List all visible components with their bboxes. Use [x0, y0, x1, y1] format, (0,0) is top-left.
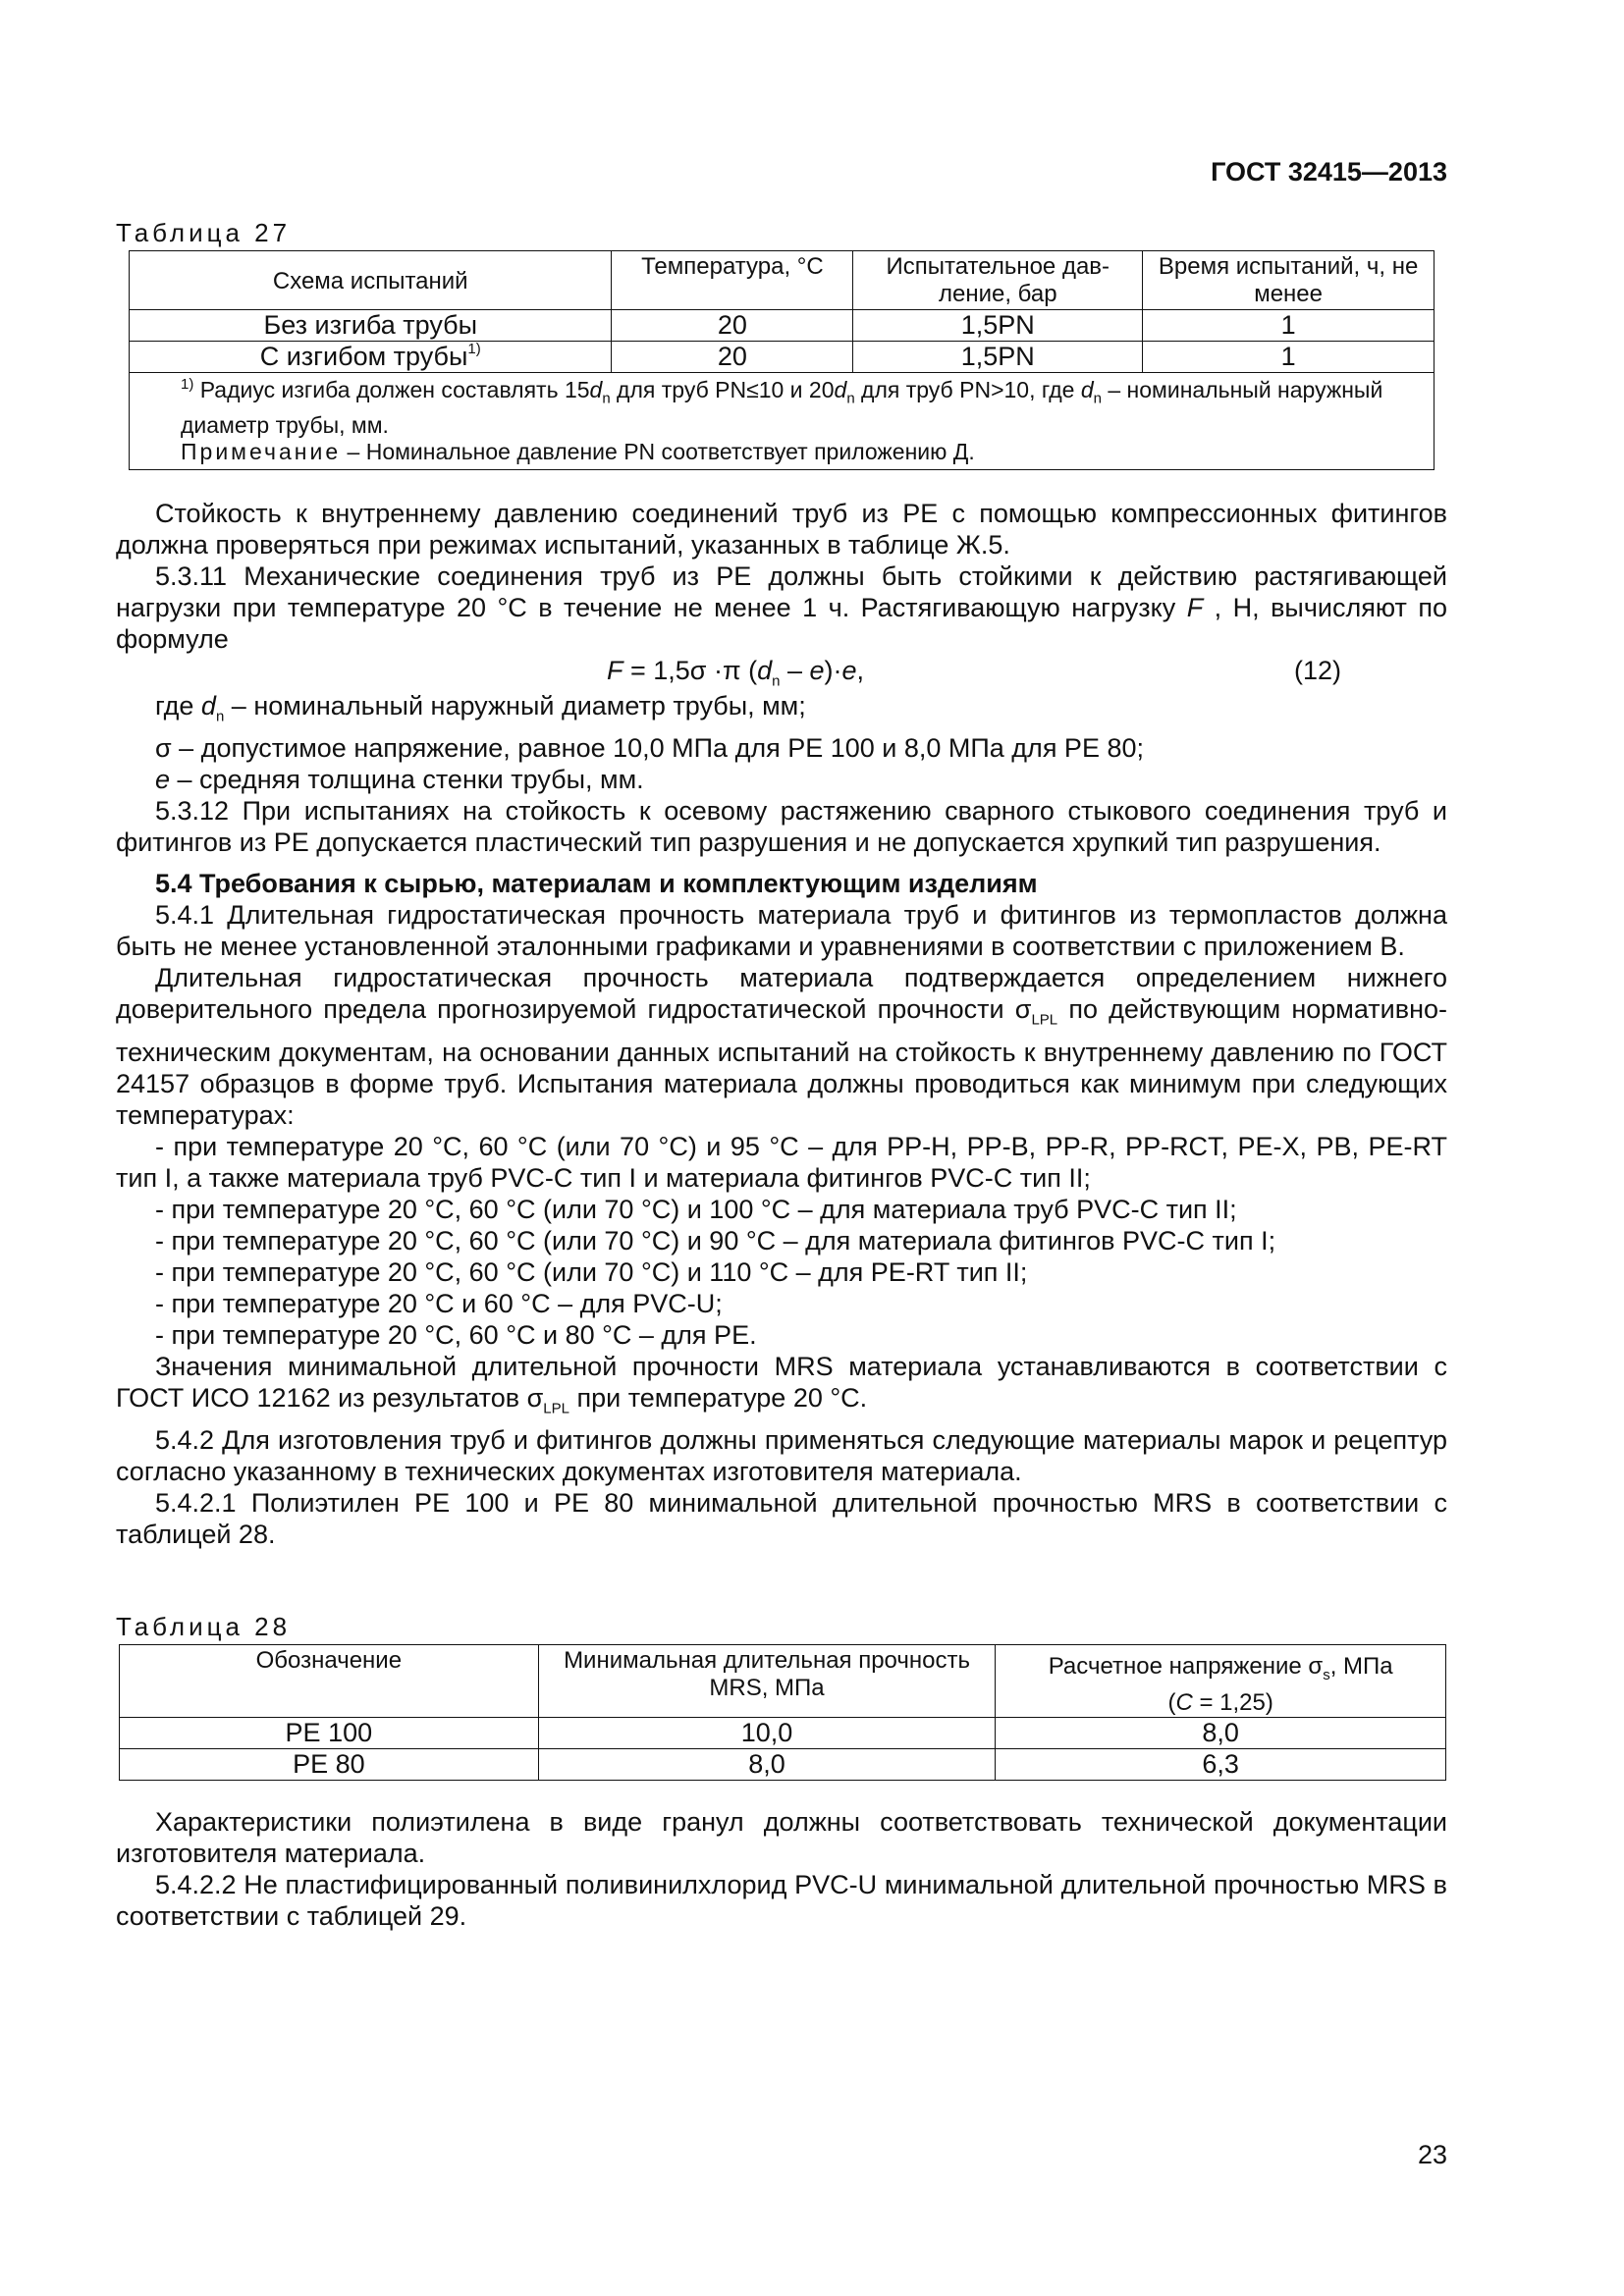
symbol-F: F — [1186, 593, 1204, 622]
symbol-e: e — [841, 656, 857, 685]
table-row — [120, 1748, 1446, 1780]
list-item: - при температуре 20 °С, 60 °С (или 70 °С) и 95 °С – для PP-H, PP-B, PP-R, PP-RCT, PE-X, PB, PE-RT тип I, а также материала труб PVC-C тип I и материала фитингов PVC-C тип II; — [116, 1131, 1447, 1193]
text-run: при температуре 20 °С. — [568, 1382, 868, 1413]
table-cell: РЕ 100 — [120, 1717, 539, 1748]
header-cell: Время испытаний, ч, не менее — [1143, 251, 1435, 310]
table-cell: Без изгиба трубы — [130, 310, 612, 342]
symbol-F: F — [607, 656, 623, 685]
header-cell: Обозначение — [120, 1645, 539, 1718]
body-text-tail — [116, 1806, 1447, 1932]
text-run: , — [856, 656, 865, 685]
paragraph: Стойкость к внутреннему давлению соединений труб из РЕ с помощью компрессионных фитингов должна проверяться при режимах испытаний, указанных в таблице Ж.5. — [116, 499, 1447, 560]
footnote-text: – номинальный наружный диаметр трубы, мм. — [181, 377, 1383, 438]
footnote-mark: 1) — [467, 341, 481, 357]
symbol-sub: LPL — [543, 1400, 569, 1417]
symbol-e: e — [155, 765, 171, 795]
table-note — [145, 439, 1422, 465]
symbol-sub: n — [1093, 390, 1102, 407]
note-label: Примечание — [181, 438, 342, 464]
header-text: = 1,25) — [1192, 1688, 1273, 1716]
table-cell: 20 — [612, 342, 853, 373]
table-27 — [129, 250, 1435, 470]
note-text: – Номинальное давление PN соответствует приложению Д. — [341, 438, 975, 464]
paragraph — [116, 764, 1447, 795]
page-number: 23 — [1417, 2140, 1447, 2169]
paragraph — [116, 561, 1447, 655]
text-run: )· — [824, 656, 842, 685]
symbol-e: e — [809, 656, 825, 685]
table-cell: 6,3 — [996, 1748, 1446, 1780]
table-cell: 1,5PN — [853, 342, 1143, 373]
text-run: , Н, вычисляют по формуле — [116, 593, 1447, 654]
text-run: = 1,5σ ·π ( — [623, 656, 758, 685]
text-run: по действующим нормативно-техническим документам, на основании данных испытаний на стойкость к внутреннему давлению по ГОСТ 24157 образцов в форме труб. Испытания материала должны проводиться как минимум при следующих температурах: — [116, 994, 1448, 1130]
paragraph — [116, 1351, 1447, 1424]
header-cell: Испытательное дав-ление, бар — [853, 251, 1143, 310]
text-run: 5.3.11 Механические соединения труб из РЕ должны быть стойкими к действию растягивающей нагрузки при температуре 20 °С в течение не менее 1 ч. Растягивающую нагрузку — [116, 561, 1447, 622]
symbol-sub: LPL — [1031, 1011, 1058, 1029]
symbol-C: C — [1175, 1688, 1193, 1716]
table-cell: 10,0 — [538, 1717, 996, 1748]
formula-12 — [116, 655, 1447, 690]
formula-number: (12) — [1293, 656, 1341, 685]
section-heading: 5.4 Требования к сырью, материалам и комплектующим изделиям — [155, 869, 1038, 899]
symbol-sub: n — [846, 390, 855, 407]
header-cell — [996, 1645, 1446, 1718]
paragraph: 5.4.1 Длительная гидростатическая прочность материала труб и фитингов из термопластов должна быть не менее установленной эталонными графиками и уравнениями в соответствии с приложением В. — [116, 900, 1447, 962]
table-cell: 1,5PN — [853, 310, 1143, 342]
list-item: - при температуре 20 °С, 60 °С и 80 °С – для PE. — [155, 1319, 757, 1350]
header-cell: Схема испытаний — [130, 251, 612, 310]
table-header-row — [120, 1645, 1446, 1718]
formula — [607, 655, 864, 697]
paragraph — [116, 962, 1447, 1130]
list-item: - при температуре 20 °С, 60 °С (или 70 °С) и 90 °С – для материала фитингов PVC-C тип I; — [155, 1225, 1276, 1255]
header-cell: Температура, °С — [612, 251, 853, 310]
footnote-text: Радиус изгиба должен составлять 15 — [193, 377, 590, 402]
symbol-sub: s — [1323, 1666, 1330, 1683]
paragraph: Характеристики полиэтилена в виде гранул должны соответствовать технической документации изготовителя материала. — [116, 1807, 1447, 1868]
symbol-sub: n — [602, 390, 611, 407]
table-cell — [130, 342, 612, 373]
table-footnote-row — [130, 373, 1435, 470]
table-footnote-cell — [130, 373, 1435, 470]
table-row — [130, 310, 1435, 342]
text-run: – номинальный наружный диаметр трубы, мм; — [224, 691, 806, 721]
symbol-sub: n — [772, 672, 781, 690]
list-item: - при температуре 20 °С, 60 °С (или 70 °С) и 100 °С – для материала труб PVC-C тип II; — [155, 1194, 1237, 1224]
symbol-dn: d — [200, 691, 216, 721]
list-item: - при температуре 20 °С и 60 °С – для PVC-U; — [155, 1288, 723, 1318]
table-cell: РЕ 80 — [120, 1748, 539, 1780]
footnote-text: для труб PN>10, где — [854, 377, 1081, 402]
cell-text: С изгибом трубы — [259, 342, 468, 371]
body-text — [116, 498, 1447, 1550]
table-footnote — [145, 377, 1422, 439]
paragraph: 5.4.2 Для изготовления труб и фитингов должны применяться следующие материалы марок и рецептур согласно указанному в технических документах изготовителя материала. — [116, 1425, 1447, 1487]
symbol-sub: n — [215, 708, 225, 725]
table-cell: 1 — [1143, 342, 1435, 373]
table-cell: 8,0 — [538, 1748, 996, 1780]
header-text: ( — [1167, 1688, 1176, 1716]
symbol-dn: d — [589, 377, 603, 402]
paragraph: 5.4.2.2 Не пластифицированный поливинилхлорид PVC-U минимальной длительной прочностью MRS в соответствии с таблицей 29. — [116, 1870, 1447, 1931]
footnote-mark: 1) — [181, 376, 194, 393]
paragraph: 5.3.12 При испытаниях на стойкость к осевому растяжению сварного стыкового соединения труб и фитингов из РЕ допускается пластический тип разрушения и не допускается хрупкий тип разрушения. — [116, 796, 1447, 858]
table-row — [120, 1717, 1446, 1748]
document-header: ГОСТ 32415—2013 — [1211, 157, 1447, 187]
symbol-dn: d — [1080, 377, 1094, 402]
footnote-text: для труб PN≤10 и 20 — [610, 377, 835, 402]
list-item: - при температуре 20 °С, 60 °С (или 70 °С) и 110 °С – для PE-RT тип II; — [155, 1256, 1028, 1287]
text-run: – — [780, 656, 810, 685]
table-28 — [119, 1644, 1446, 1781]
table-27-caption: Таблица 27 — [116, 218, 292, 247]
table-cell: 8,0 — [996, 1717, 1446, 1748]
header-text: Расчетное напряжение σ — [1048, 1653, 1324, 1680]
text-run: – средняя толщина стенки трубы, мм. — [170, 765, 644, 795]
text-run: Длительная гидростатическая прочность материала подтверждается определением нижнего доверительного предела прогнозируемой гидростатической прочности σ — [116, 963, 1447, 1025]
text-run: Значения минимальной длительной прочности MRS материала устанавливаются в соответствии с ГОСТ ИСО 12162 из результатов σ — [116, 1351, 1447, 1413]
table-header-row — [130, 251, 1435, 310]
header-cell: Минимальная длительная прочность MRS, МПа — [538, 1645, 996, 1718]
paragraph: 5.4.2.1 Полиэтилен РЕ 100 и РЕ 80 минимальной длительной прочностью MRS в соответствии с таблицей 28. — [116, 1488, 1447, 1550]
symbol-dn: d — [757, 656, 773, 685]
table-cell: 1 — [1143, 310, 1435, 342]
table-row — [130, 342, 1435, 373]
paragraph: σ – допустимое напряжение, равное 10,0 МПа для РЕ 100 и 8,0 МПа для РЕ 80; — [155, 733, 1144, 764]
table-cell: 20 — [612, 310, 853, 342]
header-text: , МПа — [1329, 1653, 1393, 1680]
table-28-caption: Таблица 28 — [116, 1612, 292, 1641]
text-run: где — [155, 691, 201, 721]
symbol-dn: d — [834, 377, 847, 402]
